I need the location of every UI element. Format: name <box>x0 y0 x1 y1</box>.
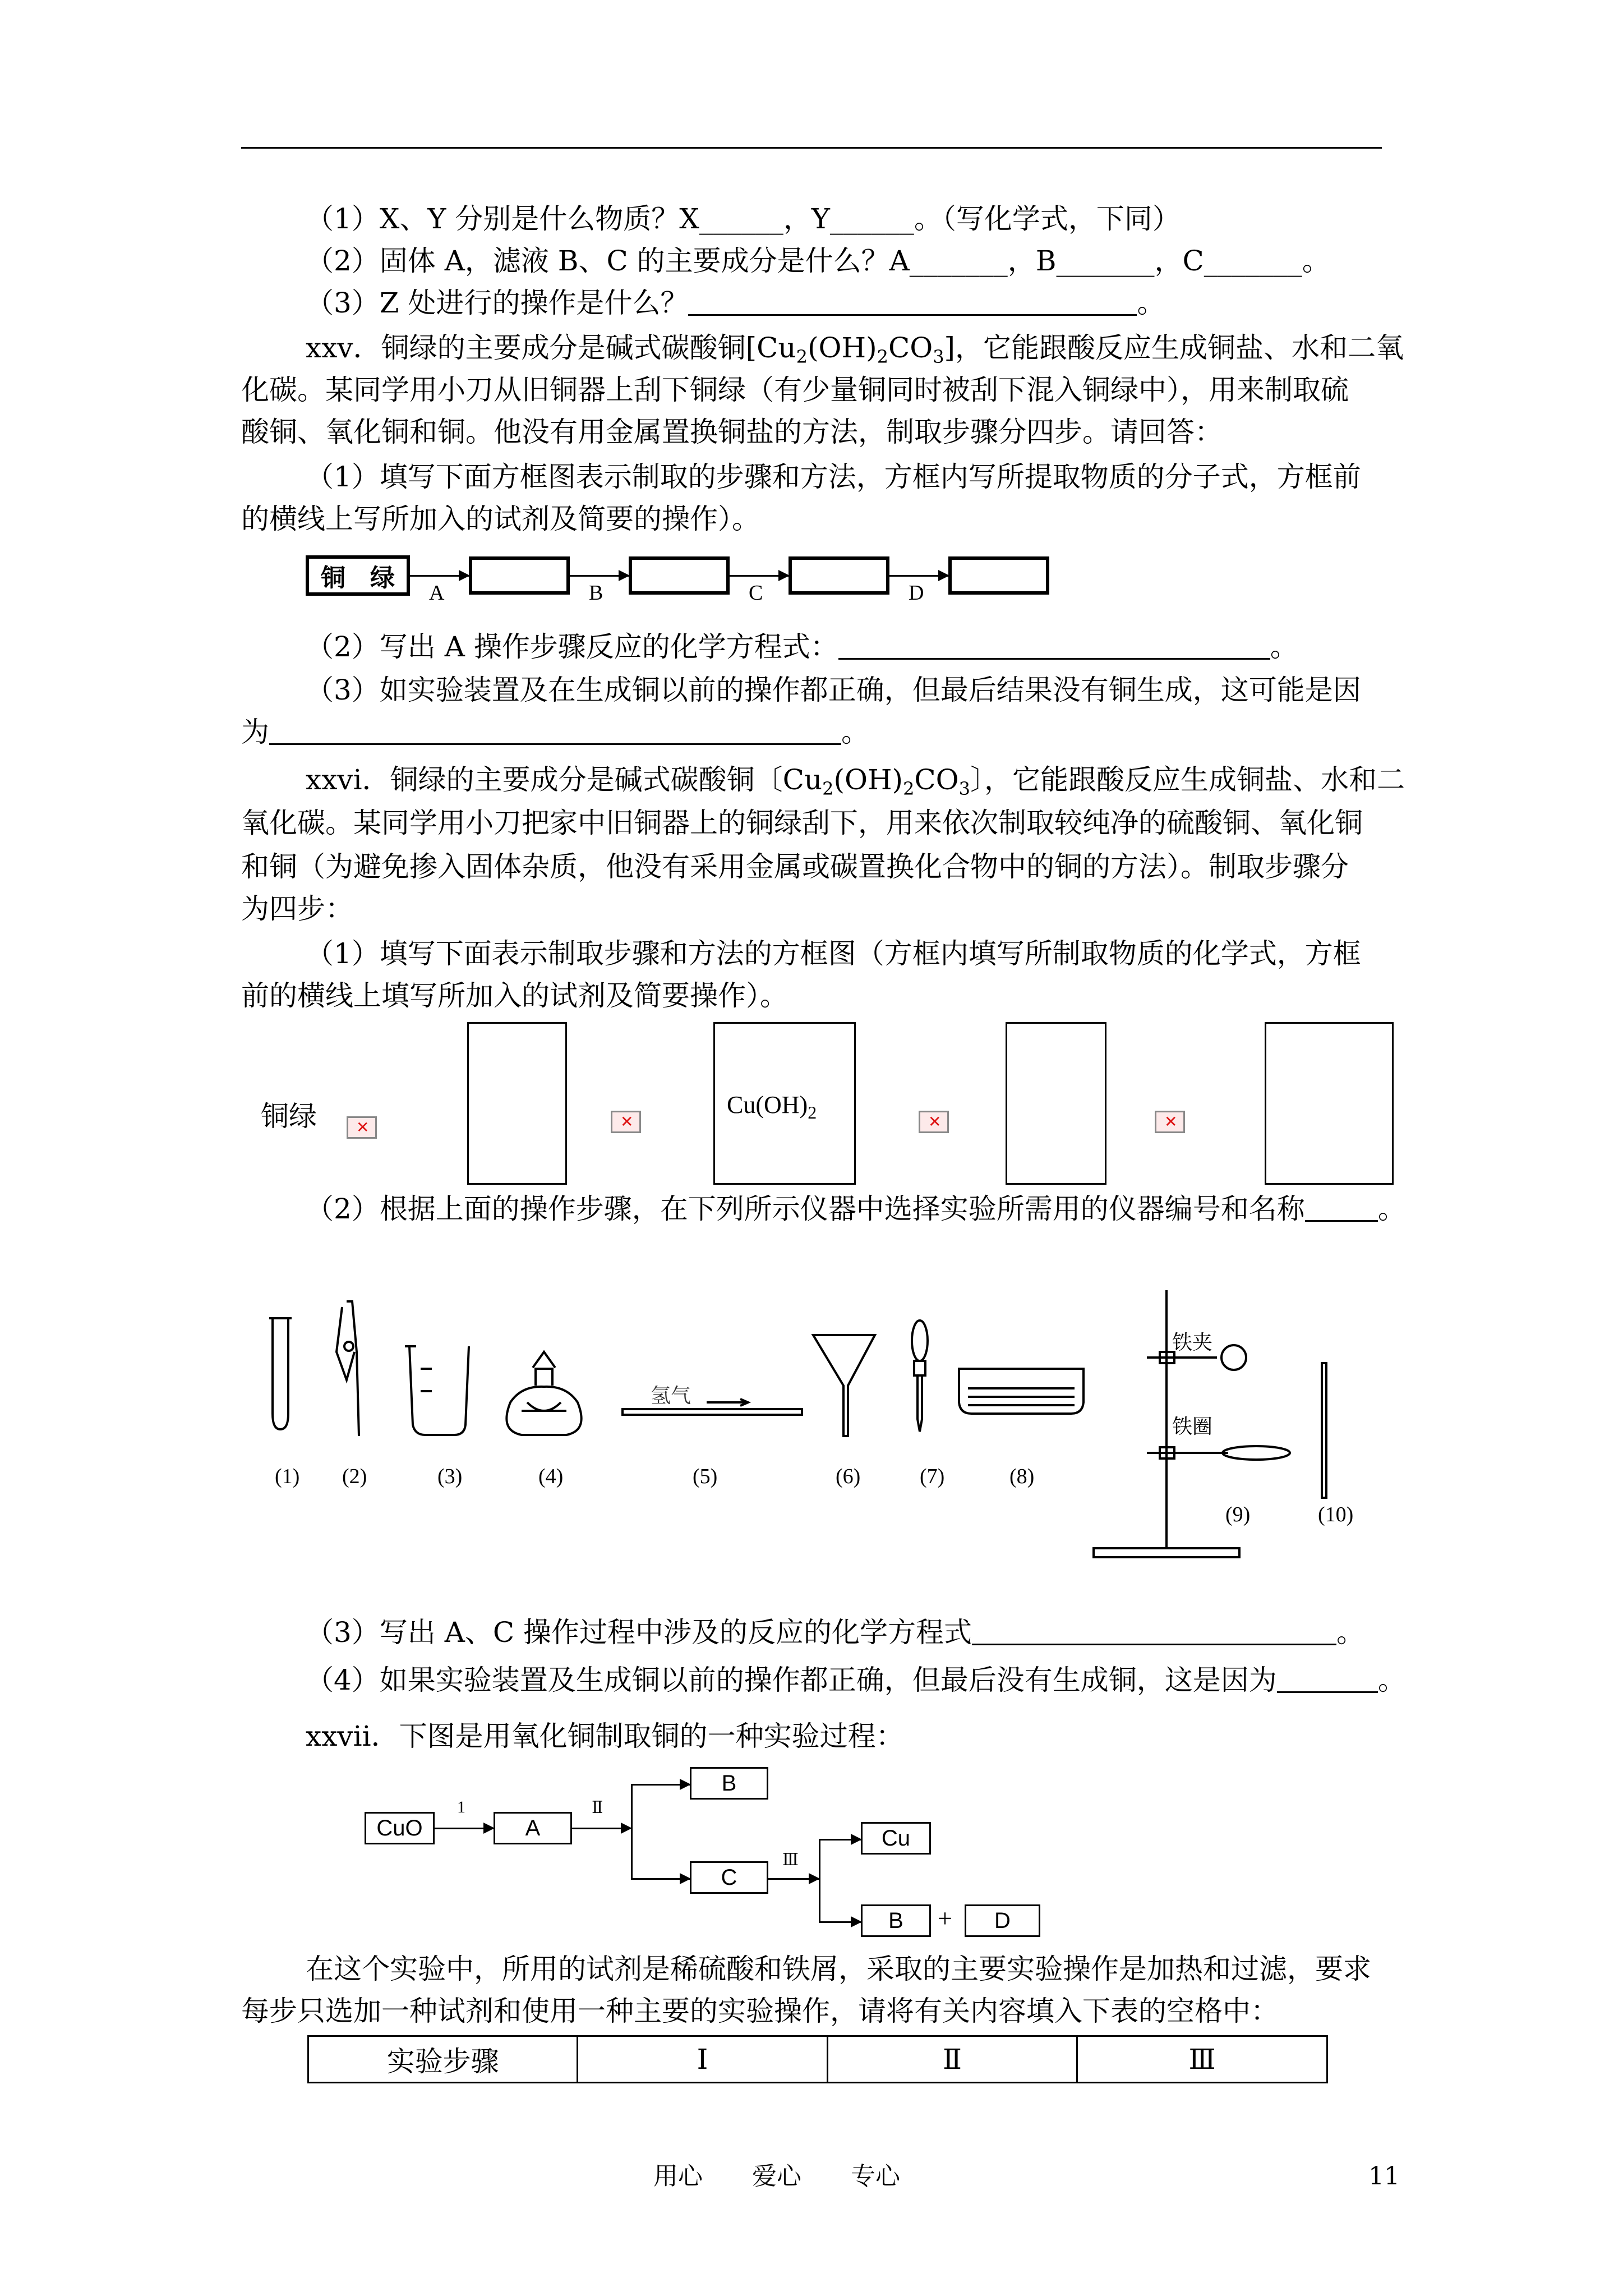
broken-image-icon <box>919 1111 949 1133</box>
q27-line-1: xxvii．下图是用氧化铜制取铜的一种实验过程： <box>306 1720 904 1752</box>
answer-blank[interactable] <box>688 286 1137 316</box>
app-label-4: (4) <box>538 1465 564 1488</box>
q26-line-7: （2）根据上面的操作步骤，在下列所示仪器中选择实验所需用的仪器编号和名称 。 <box>306 1193 1406 1225</box>
q25-line-6: （2）写出 A 操作步骤反应的化学方程式： 。 <box>306 631 1298 663</box>
app-label-8: (8) <box>1009 1465 1035 1488</box>
flow-arrow-c <box>730 575 789 577</box>
arrow-to-c <box>631 1878 690 1880</box>
test-tube-icon <box>269 1318 292 1429</box>
q26-line-2: 氧化碳。某同学用小刀把家中旧铜器上的铜绿刮下，用来依次制取较纯净的硫酸铜、氧化铜 <box>241 807 1363 839</box>
node-d: D <box>965 1904 1040 1937</box>
table-head-3: Ⅲ <box>1077 2036 1327 2083</box>
table-head-1: Ⅰ <box>578 2036 827 2083</box>
q25-line-8: 为 。 <box>241 716 869 748</box>
broken-image-icon <box>611 1111 641 1133</box>
q25-line-4: （1）填写下面方框图表示制取的步骤和方法，方框内写所提取物质的分子式，方框前 <box>306 461 1361 493</box>
broken-image-icon <box>1155 1111 1185 1133</box>
app-label-3: (3) <box>437 1465 463 1488</box>
q26-line-1: xxvi．铜绿的主要成分是碱式碳酸铜〔$Cu_2(OH)_2CO_3$〕，它能跟酸反应生成铜盐、水和二 <box>306 763 1405 799</box>
node-cuo: CuO <box>365 1812 435 1844</box>
q26-line-9: （4）如果实验装置及生成铜以前的操作都正确，但最后没有生成铜，这是因为 。 <box>306 1664 1406 1696</box>
app-label-1: (1) <box>275 1465 300 1488</box>
q26-line-6: 前的横线上填写所加入的试剂及简要操作）。 <box>241 979 788 1012</box>
flow-arrow-a <box>410 575 469 577</box>
flow-start-box: 铜 绿 <box>306 555 410 596</box>
flow-label-d: D <box>909 581 924 605</box>
iron-ring-label: 铁圈 <box>1172 1415 1213 1438</box>
step-label-1: 1 <box>457 1798 465 1816</box>
q25-line-7: （3）如实验装置及在生成铜以前的操作都正确，但最后结果没有铜生成，这可能是因 <box>306 674 1361 706</box>
answer-blank[interactable] <box>1277 1663 1378 1693</box>
steps-table <box>307 2035 1328 2083</box>
dropper-icon <box>912 1320 928 1432</box>
table-head-steps: 实验步骤 <box>308 2036 578 2083</box>
answer-blank[interactable] <box>972 1616 1336 1645</box>
flow2-box-3[interactable] <box>1006 1022 1106 1185</box>
plus-sign: + <box>938 1904 952 1932</box>
flow2-box-4[interactable] <box>1265 1022 1394 1185</box>
flow-box-4[interactable] <box>948 556 1049 595</box>
q26-line-3: 和铜（为避免掺入固体杂质，他没有采用金属或碳置换化合物中的铜的方法）。制取步骤分 <box>241 850 1349 883</box>
flow-box-3[interactable] <box>789 556 889 595</box>
answer-blank[interactable] <box>1305 1192 1378 1222</box>
glass-rod-icon <box>1322 1363 1326 1498</box>
q27-line-3: 每步只选加一种试剂和使用一种主要的实验操作，请将有关内容填入下表的空格中： <box>241 1995 1279 2027</box>
gas-tube-icon <box>623 1399 802 1415</box>
flow2-start: 铜绿 <box>261 1100 317 1133</box>
footer-slogan: 用心 爱心 专心 <box>653 2162 900 2191</box>
flow-box-1[interactable] <box>469 556 570 595</box>
flow-label-a: A <box>429 581 445 605</box>
app-label-6: (6) <box>836 1465 861 1488</box>
q-prev-line-1: （1）X、Y 分别是什么物质？X______，Y______。（写化学式，下同） <box>306 203 1181 235</box>
node-b-2: B <box>861 1904 931 1937</box>
node-cu: Cu <box>861 1822 931 1855</box>
node-c: C <box>690 1861 768 1894</box>
flow-label-c: C <box>749 581 763 605</box>
q-prev-line-2: （2）固体 A，滤液 B、C 的主要成分是什么？A_______，B_______，C_______。 <box>306 245 1330 277</box>
gas-label: 氢气 <box>651 1384 691 1407</box>
q26-line-5: （1）填写下面表示制取步骤和方法的方框图（方框内填写所制取物质的化学式，方框 <box>306 937 1361 970</box>
q26-line-4: 为四步： <box>241 892 353 925</box>
q25-line-3: 酸铜、氧化铜和铜。他没有用金属置换铜盐的方法，制取步骤分四步。请回答： <box>241 416 1223 448</box>
app-label-7: (7) <box>920 1465 945 1488</box>
arrow-step-1 <box>435 1828 494 1829</box>
q26-line-8: （3）写出 A、C 操作过程中涉及的反应的化学方程式 。 <box>306 1616 1364 1649</box>
app-label-2: (2) <box>342 1465 367 1488</box>
node-b: B <box>690 1767 768 1800</box>
tube-clamp-icon <box>336 1301 359 1436</box>
flow2-box-1[interactable] <box>467 1022 567 1185</box>
table-head-2: Ⅱ <box>827 2036 1077 2083</box>
evaporating-dish-icon <box>959 1369 1083 1414</box>
header-rule <box>241 147 1382 149</box>
flow-arrow-b <box>570 575 629 577</box>
q25-line-1: xxv．铜绿的主要成分是碱式碳酸铜$[Cu_2(OH)_2CO_3]$，它能跟酸反应生成铜盐、水和二氧 <box>306 332 1404 367</box>
flow-arrow-d <box>889 575 948 577</box>
answer-blank[interactable] <box>269 715 841 745</box>
table-row <box>308 2036 1327 2083</box>
app-label-9: (9) <box>1225 1503 1251 1526</box>
beaker-icon <box>405 1346 469 1435</box>
node-a: A <box>494 1812 572 1844</box>
iron-clamp-label: 铁夹 <box>1172 1331 1213 1354</box>
q25-line-2: 化碳。某同学用小刀从旧铜器上刮下铜绿（有少量铜同时被刮下混入铜绿中），用来制取硫 <box>241 374 1349 406</box>
app-label-10: (10) <box>1318 1503 1354 1526</box>
apparatus-figure <box>252 1285 1419 1571</box>
flow-label-b: B <box>589 581 603 605</box>
branch-line-1 <box>631 1784 633 1879</box>
q-prev-line-3: （3）Z 处进行的操作是什么？ 。 <box>306 287 1165 319</box>
arrow-to-b-d <box>819 1921 861 1923</box>
flow-box-2[interactable] <box>629 556 730 595</box>
app-label-5: (5) <box>693 1465 718 1488</box>
arrow-to-cu <box>819 1839 861 1841</box>
arrow-step-2 <box>572 1828 631 1829</box>
arrow-to-b <box>631 1784 690 1786</box>
answer-blank[interactable] <box>838 630 1270 660</box>
arrow-step-3 <box>768 1878 819 1880</box>
q27-line-2: 在这个实验中，所用的试剂是稀硫酸和铁屑，采取的主要实验操作是加热和过滤，要求 <box>306 1953 1371 1985</box>
funnel-icon <box>813 1335 875 1436</box>
step-label-3: Ⅲ <box>782 1851 799 1869</box>
page-number: 11 <box>1368 2162 1400 2191</box>
alcohol-lamp-icon <box>506 1352 581 1435</box>
branch-line-2 <box>819 1839 820 1923</box>
q25-line-5: 的横线上写所加入的试剂及简要的操作）。 <box>241 503 760 535</box>
flow2-box-2-text: $Cu(OH)_2$ <box>727 1091 817 1122</box>
broken-image-icon <box>347 1116 377 1139</box>
step-label-2: Ⅱ <box>592 1798 603 1817</box>
